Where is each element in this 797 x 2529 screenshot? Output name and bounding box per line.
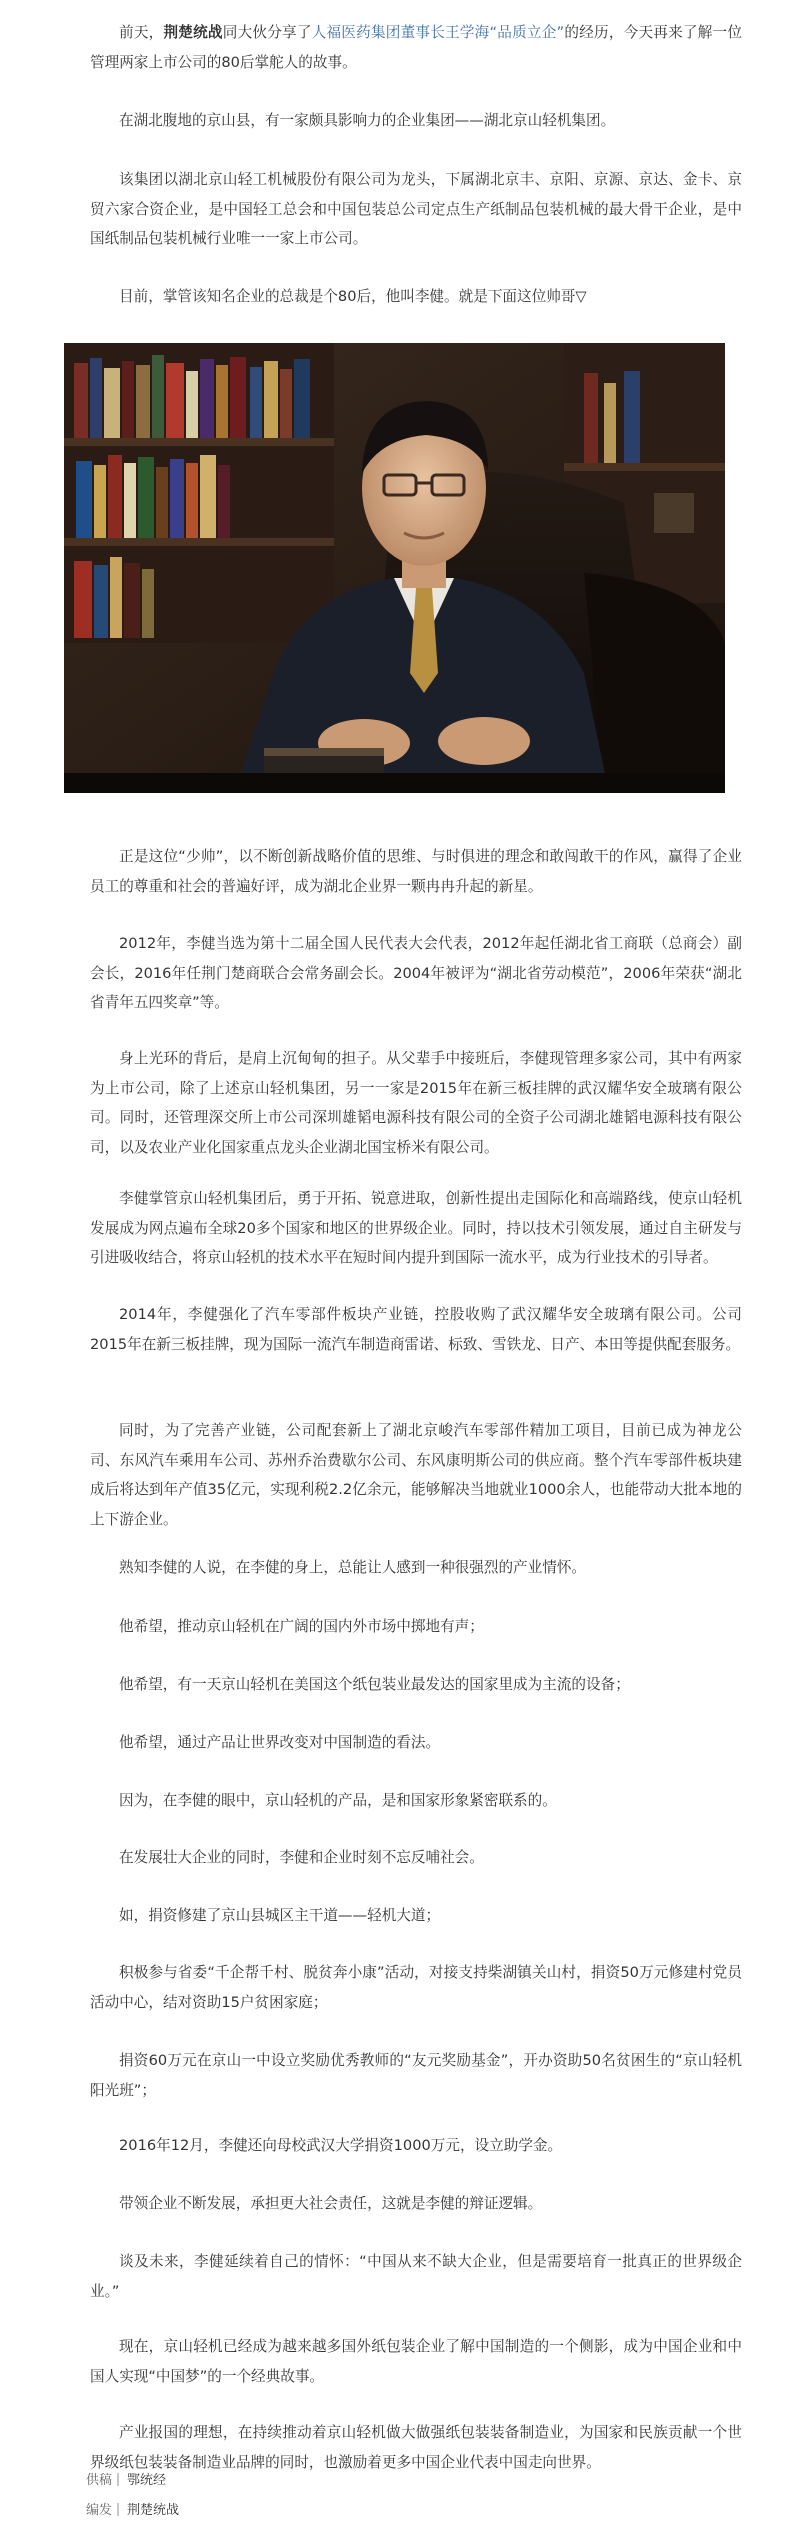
paragraph-23 <box>90 2332 742 2391</box>
paragraph-text: 在湖北腹地的京山县，有一家颇具影响力的企业集团——湖北京山轻机集团。 <box>119 112 616 129</box>
source-credit <box>86 2472 179 2490</box>
paragraph-text: 2012年，李健当选为第十二届全国人民代表大会代表，2012年起任湖北省工商联（总商会）副会长，2016年任荆门楚商联合会常务副会长。2004年被评为“湖北省劳动模范”，2006年荣获“湖北省青年五四奖章”等。 <box>90 935 742 1011</box>
paragraph-7 <box>90 1044 742 1162</box>
paragraph-text: 谈及未来，李健延续着自己的情怀：“中国从来不缺大企业，但是需要培育一批真正的世界级企业。” <box>90 2253 742 2300</box>
paragraph-text: 积极参与省委“千企帮千村、脱贫奔小康”活动，对接支持柴湖镇关山村，捐资50万元修建村党员活动中心，结对资助15户贫困家庭； <box>90 1964 742 2011</box>
paragraph-text: 正是这位“少帅”，以不断创新战略价值的思维、与时俱进的理念和敢闯敢干的作风，赢得了企业员工的尊重和社会的普遍好评，成为湖北企业界一颗冉冉升起的新星。 <box>90 848 742 895</box>
paragraph-4 <box>90 282 742 312</box>
source-label: 供稿 <box>86 2473 113 2488</box>
source-value: 鄂统经 <box>127 2473 167 2488</box>
paragraph-20 <box>90 2131 742 2161</box>
portrait-photo <box>64 343 725 793</box>
paragraph-text: 李健掌管京山轻机集团后，勇于开拓、锐意进取，创新性提出走国际化和高端路线，使京山轻机发展成为网点遍布全球20多个国家和地区的世界级企业。同时，持以技术引领发展，通过自主研发与引进吸收结合，将京山轻机的技术水平在短时间内提升到国际一流水平，成为行业技术的引导者。 <box>90 1190 742 1266</box>
editor-label: 编发 <box>86 2503 113 2518</box>
paragraph-13 <box>90 1670 742 1700</box>
paragraph-text: 目前，掌管该知名企业的总裁是个80后，他叫李健。就是下面这位帅哥▽ <box>119 288 587 305</box>
paragraph-text: 因为，在李健的眼中，京山轻机的产品，是和国家形象紧密联系的。 <box>119 1792 557 1809</box>
paragraph-text: 该集团以湖北京山轻工机械股份有限公司为龙头，下属湖北京丰、京阳、京源、京达、金卡、京贸六家合资企业，是中国轻工总会和中国包装总公司定点生产纸制品包装机械的最大骨干企业，是中国纸制品包装机械行业唯一一家上市公司。 <box>90 171 742 247</box>
paragraph-text: 身上光环的背后，是肩上沉甸甸的担子。从父辈手中接班后，李健现管理多家公司，其中有两家为上市公司，除了上述京山轻机集团，另一一家是2015年在新三板挂牌的武汉耀华安全玻璃有限公司。同时，还管理深交所上市公司深圳雄韬电源科技有限公司的全资子公司湖北雄韬电源科技有限公司，以及农业产业化国家重点龙头企业湖北国宝桥米有限公司。 <box>90 1050 742 1156</box>
paragraph-text: 现在，京山轻机已经成为越来越多国外纸包装企业了解中国制造的一个侧影，成为中国企业和中国人实现“中国梦”的一个经典故事。 <box>90 2338 742 2385</box>
editor-credit <box>86 2502 179 2520</box>
paragraph-text: 在发展壮大企业的同时，李健和企业时刻不忘反哺社会。 <box>119 1849 484 1866</box>
source-divider <box>117 2473 119 2486</box>
paragraph-12 <box>90 1612 742 1642</box>
paragraph-text: 他希望，通过产品让世界改变对中国制造的看法。 <box>119 1734 441 1751</box>
paragraph-10 <box>90 1416 742 1534</box>
paragraph-text: 2014年，李健强化了汽车零部件板块产业链，控股收购了武汉耀华安全玻璃有限公司。公司2015年在新三板挂牌，现为国际一流汽车制造商雷诺、标致、雪铁龙、日产、本田等提供配套服务。 <box>90 1306 742 1353</box>
paragraph-text: 熟知李健的人说，在李健的身上，总能让人感到一种很强烈的产业情怀。 <box>119 1559 587 1576</box>
paragraph-15 <box>90 1786 742 1816</box>
paragraph-3 <box>90 165 742 254</box>
editor-value: 荆楚统战 <box>127 2503 180 2518</box>
paragraph-text: 产业报国的理想，在持续推动着京山轻机做大做强纸包装装备制造业，为国家和民族贡献一个世界级纸包装装备制造业品牌的同时，也激励着更多中国企业代表中国走向世界。 <box>90 2424 742 2471</box>
paragraph-6 <box>90 929 742 1018</box>
paragraph-2 <box>90 106 742 136</box>
paragraph-8 <box>90 1184 742 1273</box>
paragraph-19 <box>90 2046 742 2105</box>
paragraph-22 <box>90 2247 742 2306</box>
paragraph-text: 带领企业不断发展，承担更大社会责任，这就是李健的辩证逻辑。 <box>119 2195 543 2212</box>
editor-divider <box>117 2503 119 2516</box>
paragraph-11 <box>90 1553 742 1583</box>
paragraph-21 <box>90 2189 742 2219</box>
paragraph-text: 2016年12月，李健还向母校武汉大学捐资1000万元，设立助学金。 <box>119 2137 563 2154</box>
paragraph-18 <box>90 1958 742 2017</box>
footer-credits <box>86 2472 179 2520</box>
bold-text: 荆楚统战 <box>163 24 223 41</box>
paragraph-text: 他希望，推动京山轻机在广阔的国内外市场中掷地有声； <box>119 1618 484 1635</box>
paragraph-24 <box>90 2418 742 2477</box>
paragraph-17 <box>90 1901 742 1931</box>
paragraph-text: 同时，为了完善产业链，公司配套新上了湖北京峻汽车零部件精加工项目，目前已成为神龙公司、东风汽车乘用车公司、苏州乔治费歇尔公司、东风康明斯公司的供应商。整个汽车零部件板块建成后将达到年产值35亿元，实现利税2.2亿余元，能够解决当地就业1000余人，也能带动大批本地的上下游企业。 <box>90 1422 742 1528</box>
paragraph-text: 前天， <box>119 24 164 41</box>
inline-link[interactable]: 人福医药集团董事长王学海“品质立企” <box>311 24 565 41</box>
paragraph-14 <box>90 1728 742 1758</box>
paragraph-1 <box>90 18 742 77</box>
paragraph-text: 同大伙分享了 <box>222 24 312 41</box>
paragraph-5 <box>90 842 742 901</box>
paragraph-16 <box>90 1843 742 1873</box>
paragraph-9 <box>90 1300 742 1359</box>
paragraph-text: 他希望，有一天京山轻机在美国这个纸包装业最发达的国家里成为主流的设备； <box>119 1676 630 1693</box>
paragraph-text: 如，捐资修建了京山县城区主干道——轻机大道； <box>119 1907 441 1924</box>
paragraph-text: 捐资60万元在京山一中设立奖励优秀教师的“友元奖励基金”，开办资助50名贫困生的“京山轻机阳光班”； <box>90 2052 742 2099</box>
paragraph-text: 的经历，今天再来了解一位管理两家上市公司的80后掌舵人的故事。 <box>90 24 742 71</box>
portrait-illustration <box>64 343 725 793</box>
